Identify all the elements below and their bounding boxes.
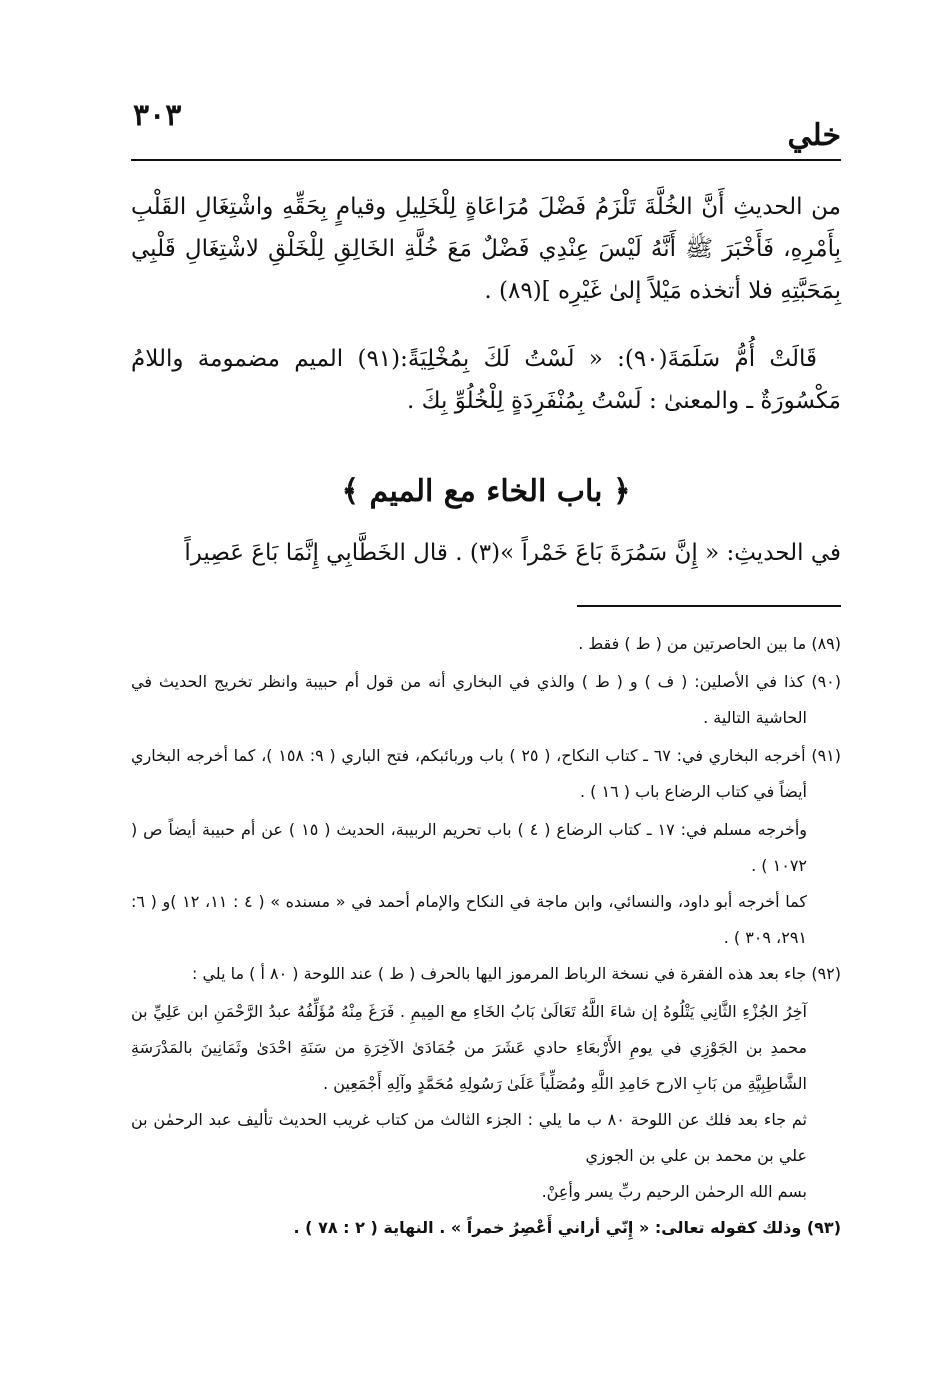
footnote-93: (٩٣) وذلك كقوله تعالى: « إِنّي أراني أَعْصِرُ خمراً » . النهاية ( ٢ : ٧٨ ) . [293,1218,841,1237]
header-rule [131,159,841,161]
footnotes [131,626,841,1248]
footnote-90: (٩٠) كذا في الأصلين: ( ف ) و ( ط ) والذي في البخاري أنه من قول أم حبيبة وانظر تخريج الحديث في الحاشية التالية . [131,672,841,727]
page-number: ٣٠٣ [133,98,182,133]
paragraph-text: في الحديثِ: « إِنَّ سَمُرَةَ بَاعَ خَمْراً »(٣) . قال الخَطَّابِي إِنَّمَا بَاعَ عَصِيراً [184,540,841,566]
footnote-91: (٩١) أخرجه البخاري في: ٦٧ ـ كتاب النكاح، ( ٢٥ ) باب وربائبكم، فتح الباري ( ٩: ١٥٨ )، كما أخرجه البخاري أيضاً في كتاب الرضاع باب ( ١٦ ) . [131,746,842,801]
footnote-separator [577,605,841,607]
colophon-after-1: ثم جاء بعد فلك عن اللوحة ٨٠ ب ما يلي : الجزء الثالث من كتاب غريب الحديث تأليف عبد الرحمٰن بن علي بن محمد بن علي بن الجوزي [131,1110,808,1165]
colophon-text: آخِرُ الجُزْءِ الثَّانِي يَتْلُوهُ إن شاءَ اللَّهُ تَعَالَىٰ بَابُ الخَاءِ مع المِيمِ . فَرَغَ مِنْهُ مُؤَلِّفُهُ عبدُ الرَّحْمَنِ ابن عَلِيِّ بن محمدِ بن الجَوْزِي في يومِ الأَرْبعَاءِ حادي عَشَرَ من جُمَادَىٰ الآخِرَةِ من سَنَةِ احْدَىٰ وثَمَانِينَ بالمَدْرَسَةِ الشَّاطِبِيَّةِ من بَابِ الارح حَامِدِ اللَّهِ ومُصَلِّياً عَلَىٰ رَسُولِهِ مُحَمَّدٍ وآلِهِ أَجْمَعِين . [131,1002,807,1093]
footnote-92: (٩٢) جاء بعد هذه الفقرة في نسخة الرباط المرموز اليها بالحرف ( ط ) عند اللوحة ( ٨٠ أ ) ما يلي : [191,964,841,983]
footnote-91-muslim: وأخرجه مسلم في: ١٧ ـ كتاب الرضاع ( ٤ ) باب تحريم الربيبة، الحديث ( ١٥ ) عن أم حبيبة أيضاً ص ( ١٠٧٢ ) . [131,820,808,875]
paragraph-text: قَالَتْ أُمُّ سَلَمَةَ(٩٠): « لَسْتُ لَكَ بِمُخْلِيَةً:(٩١) الميم مضمومة واللامُ مَكْسُورَةٌ ـ والمعنىٰ : لَسْتُ بِمُنْفَرِدَةٍ لِلْخُلُوِّ بِكَ . [131,346,841,414]
footnote-92-colophon [131,994,841,1210]
main-paragraph-3 [131,532,841,574]
footnote-89: (٨٩) ما بين الحاصرتين من ( ط ) فقط . [578,634,841,653]
chapter-heading: ﴿ باب الخاء مع الميم ﴾ [341,474,631,509]
running-head: خلي [787,118,841,153]
main-paragraph-2 [131,338,841,422]
main-paragraph-1 [131,186,841,312]
footnote-91-others: كما أخرجه أبو داود، والنسائي، وابن ماجة في النكاح والإمام أحمد في « مسنده » ( ٤ : ١١، ١٢ )و ( ٦: ٢٩١، ٣٠٩ ) . [131,892,808,947]
paragraph-text: من الحديثِ أَنَّ الخُلَّةَ تَلْزَمُ فَضْلَ مُرَاعَاةٍ لِلْخَلِيلِ وقيامٍ بِحَقِّهِ واشْتِغَالِ القَلْبِ بِأَمْرِهِ، فَأَخْبَرَ ﷺ أَنَّهُ لَيْسَ عِنْدِي فَضْلٌ مَعَ خُلَّةِ الخَالِقِ لِلْخَلْقِ لاشْتِغَالِ قَلْبِي بِمَحَبَّتِهِ فلا أتخذه مَيْلاً إلىٰ غَيْرِه ](٨٩) . [131,194,841,304]
colophon-after-2: بسم الله الرحمٰن الرحيم ربِّ يسر وأعِنْ. [541,1182,807,1201]
